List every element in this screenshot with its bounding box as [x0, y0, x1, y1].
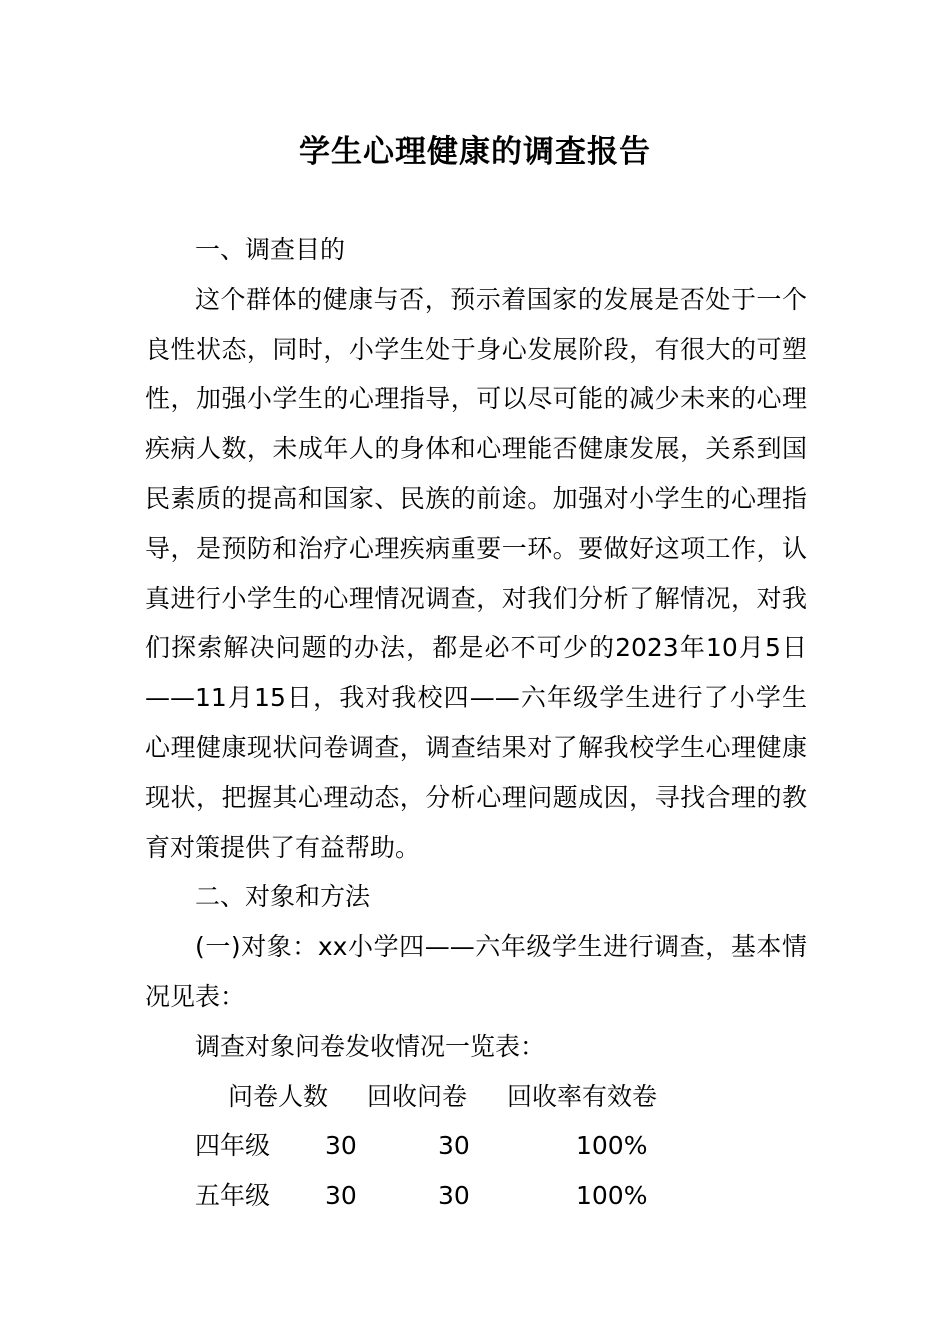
table-cell-returned: 30 — [438, 1131, 470, 1161]
table-header-row — [145, 1072, 807, 1122]
table-caption: 调查对象问卷发收情况一览表： — [195, 1031, 546, 1061]
table-header-rate: 回收率有效卷 — [507, 1081, 658, 1111]
purpose-paragraph: 这个群体的健康与否，预示着国家的发展是否处于一个良性状态，同时，小学生处于身心发展阶段，有很大的可塑性，加强小学生的心理指导，可以尽可能的减少未来的心理疾病人数，未成年人的身体和心理能否健康发展，关系到国民素质的提高和国家、民族的前途。加强对小学生的心理指导，是预防和治疗心理疾病重要一环。要做好这项工作，认真进行小学生的心理情况调查，对我们分析了解情况，对我们探索解决问题的办法，都是必不可少的2023年10月5日——11月15日，我对我校四——六年级学生进行了小学生心理健康现状问卷调查，调查结果对了解我校学生心理健康现状，把握其心理动态，分析心理问题成因，寻找合理的教育对策提供了有益帮助。 — [145, 284, 807, 862]
table-row — [145, 1121, 807, 1171]
table-cell-count: 30 — [325, 1181, 357, 1211]
document-title: 学生心理健康的调查报告 — [299, 134, 651, 170]
section-heading-subjects-methods: 二、对象和方法 — [195, 882, 371, 912]
section-heading-purpose: 一、调查目的 — [195, 235, 346, 264]
table-cell-returned: 30 — [438, 1181, 470, 1211]
document-body — [145, 225, 807, 1221]
table-cell-grade: 四年级 — [195, 1131, 271, 1161]
table-cell-count: 30 — [325, 1131, 357, 1161]
table-cell-rate: 100% — [576, 1131, 648, 1161]
table-header-count: 问卷人数 — [228, 1081, 329, 1111]
subjects-paragraph: (一)对象：xx小学四——六年级学生进行调查，基本情况见表： — [145, 932, 807, 1011]
table-cell-grade: 五年级 — [195, 1181, 271, 1211]
table-header-returned: 回收问卷 — [367, 1081, 468, 1111]
table-cell-rate: 100% — [576, 1181, 648, 1211]
table-row — [145, 1171, 807, 1221]
